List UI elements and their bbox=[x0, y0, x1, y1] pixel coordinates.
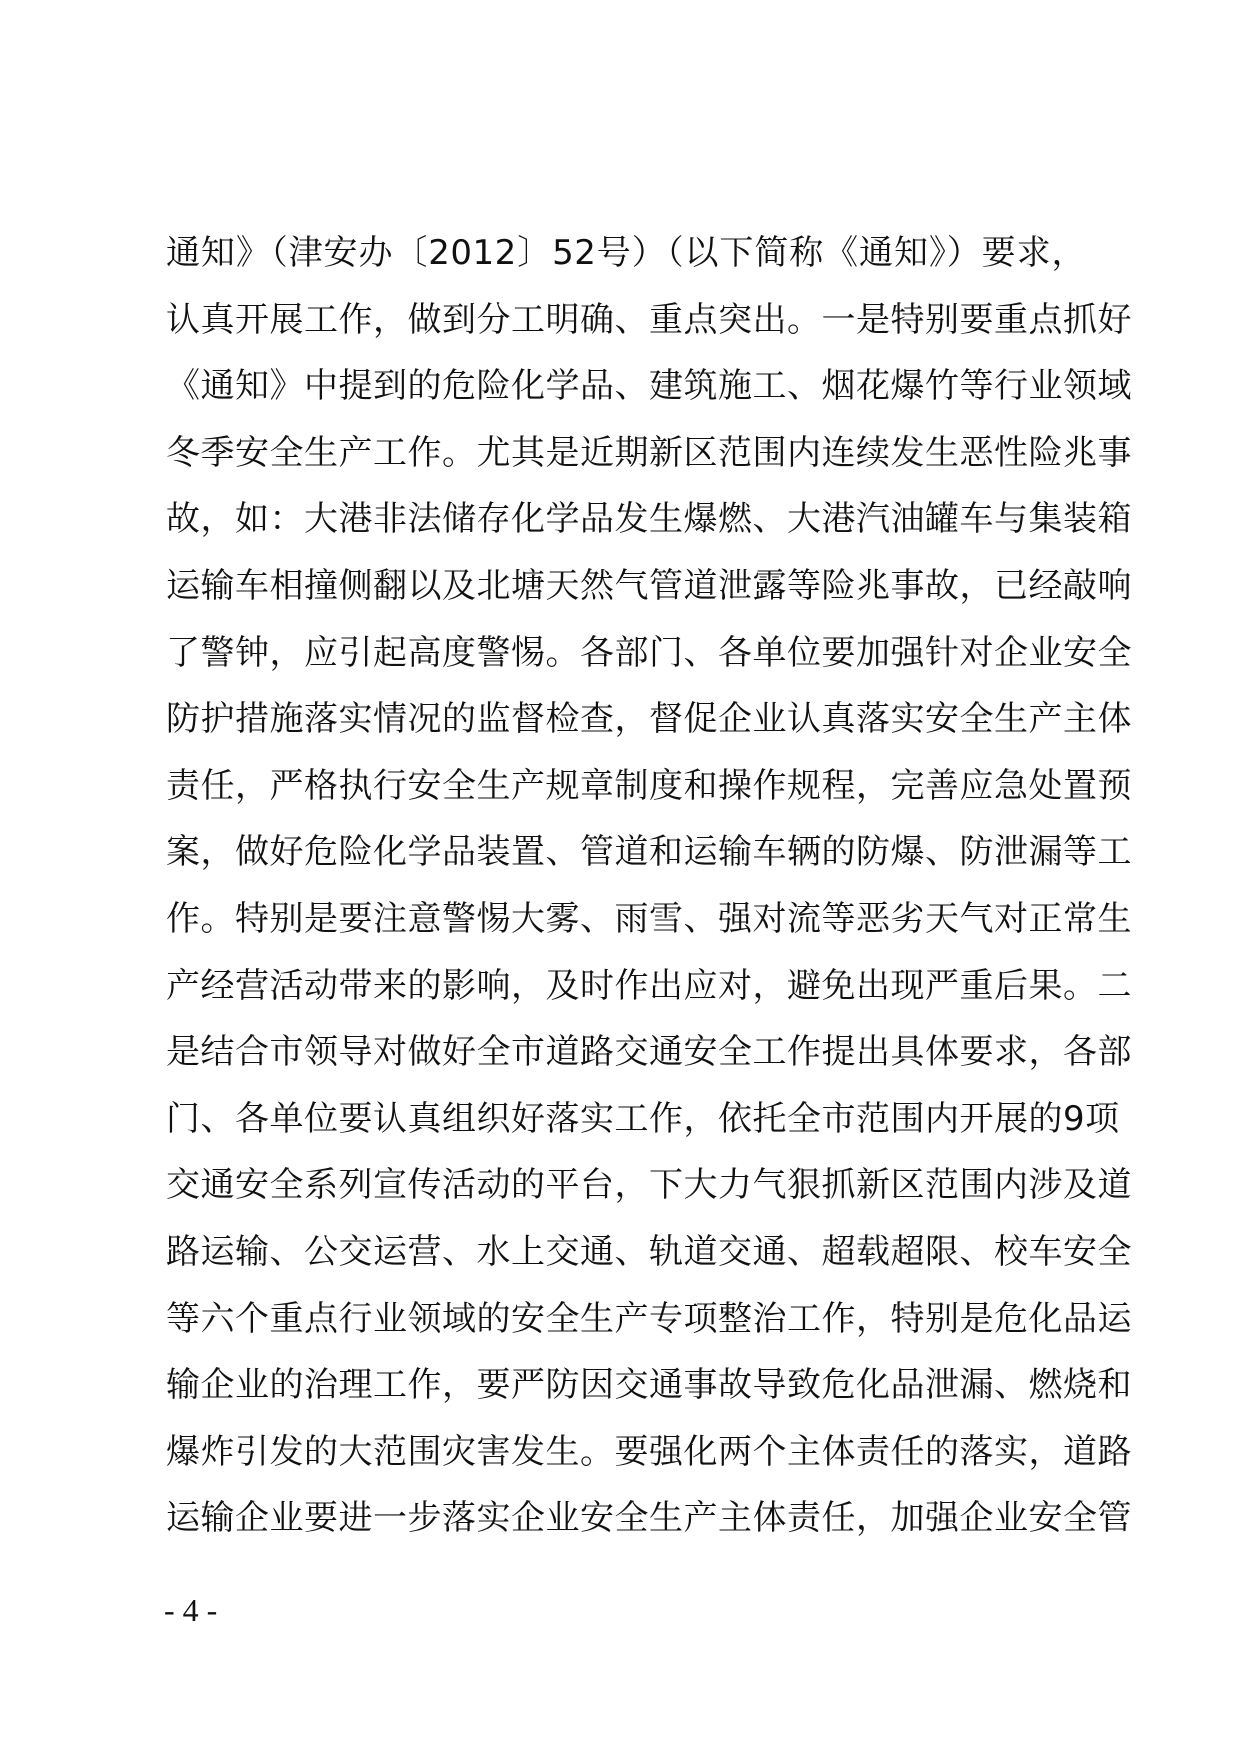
text-line: 了警钟，应引起高度警惕。各部门、各单位要加强针对企业安全 bbox=[166, 632, 1132, 673]
text-line: 故，如：大港非法储存化学品发生爆燃、大港汽油罐车与集装箱 bbox=[166, 499, 1132, 540]
text-line: 交通安全系列宣传活动的平台，下大力气狠抓新区范围内涉及道 bbox=[166, 1165, 1132, 1206]
text-line: 门、各单位要认真组织好落实工作，依托全市范围内开展的9项 bbox=[166, 1098, 1120, 1139]
text-line: 责任，严格执行安全生产规章制度和操作规程，完善应急处置预 bbox=[166, 765, 1132, 806]
text-line: 案，做好危险化学品装置、管道和运输车辆的防爆、防泄漏等工 bbox=[166, 832, 1132, 873]
text-line: 等六个重点行业领域的安全生产专项整治工作，特别是危化品运 bbox=[166, 1298, 1132, 1339]
text-line: 爆炸引发的大范围灾害发生。要强化两个主体责任的落实，道路 bbox=[166, 1431, 1132, 1472]
text-line: 认真开展工作，做到分工明确、重点突出。一是特别要重点抓好 bbox=[166, 299, 1132, 340]
text-line: 路运输、公交运营、水上交通、轨道交通、超载超限、校车安全 bbox=[166, 1231, 1132, 1272]
text-line: 运输企业要进一步落实企业安全生产主体责任，加强企业安全管 bbox=[166, 1498, 1132, 1539]
text-line: 通知》（津安办〔2012〕52号）（以下简称《通知》）要求， bbox=[166, 233, 1086, 273]
text-line: 输企业的治理工作，要严防因交通事故导致危化品泄漏、燃烧和 bbox=[166, 1365, 1132, 1406]
text-line: 作。特别是要注意警惕大雾、雨雪、强对流等恶劣天气对正常生 bbox=[166, 898, 1132, 939]
text-line: 运输车相撞侧翻以及北塘天然气管道泄露等险兆事故，已经敲响 bbox=[166, 565, 1132, 606]
text-line: 《通知》中提到的危险化学品、建筑施工、烟花爆竹等行业领域 bbox=[166, 366, 1132, 407]
body-paragraph bbox=[166, 228, 1132, 1560]
text-line: 产经营活动带来的影响，及时作出应对，避免出现严重后果。二 bbox=[166, 965, 1132, 1006]
text-line: 防护措施落实情况的监督检查，督促企业认真落实安全生产主体 bbox=[166, 699, 1132, 740]
text-line: 是结合市领导对做好全市道路交通安全工作提出具体要求，各部 bbox=[166, 1032, 1132, 1073]
text-line: 冬季安全生产工作。尤其是近期新区范围内连续发生恶性险兆事 bbox=[166, 432, 1132, 473]
page-number: - 4 - bbox=[164, 1592, 218, 1628]
